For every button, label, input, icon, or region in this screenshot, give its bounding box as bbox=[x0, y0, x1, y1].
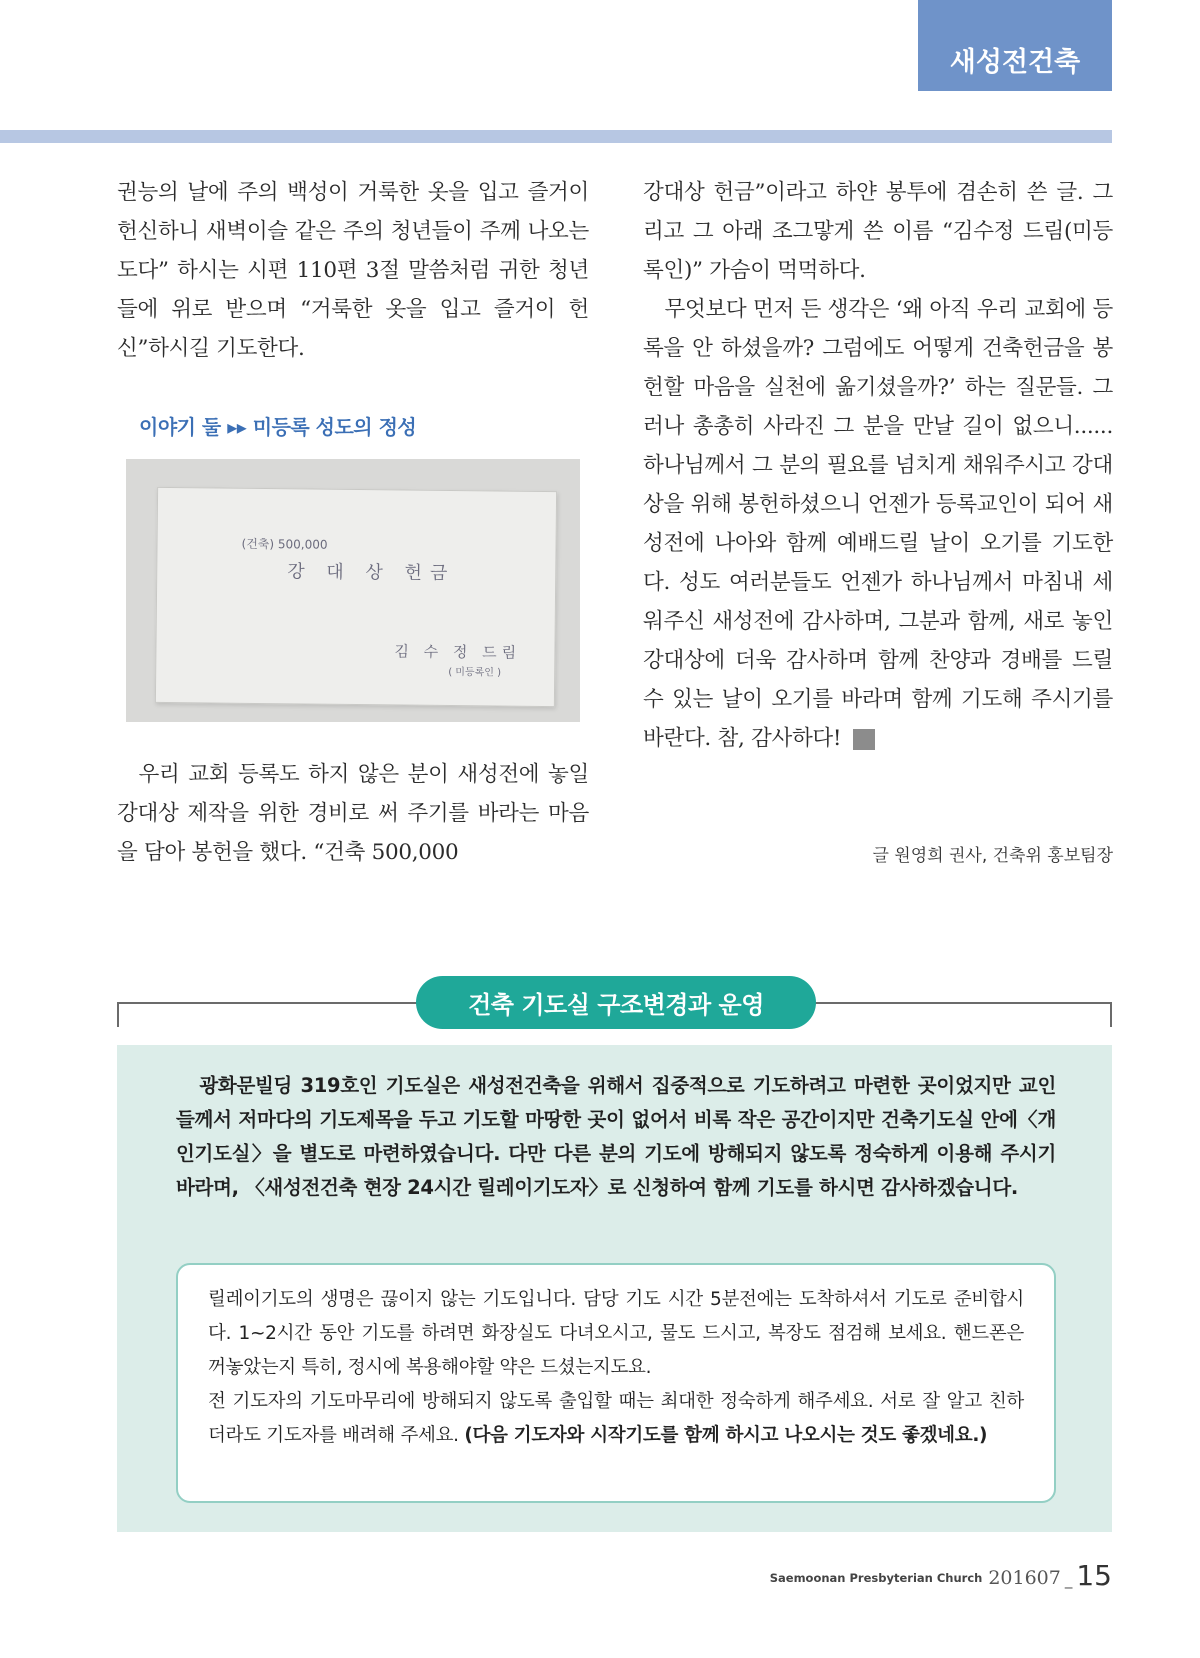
article-paragraph bbox=[643, 290, 1113, 758]
article-paragraph: 우리 교회 등록도 하지 않은 분이 새성전에 놓일 강대상 제작을 위한 경비로 써 주기를 바라는 마음을 담아 봉헌을 했다. “건축 500,000 bbox=[117, 762, 589, 865]
guideline-bold-text: (다음 기도자와 시작기도를 함께 하시고 나오시는 것도 좋겠네요.) bbox=[464, 1425, 988, 1446]
left-column-bottom bbox=[117, 755, 589, 872]
page-footer bbox=[770, 1561, 1112, 1591]
story-subheading: 이야기 둘 ▸▸ 미등록 성도의 정성 bbox=[139, 415, 417, 439]
handwriting-note: ( 미등록인 ) bbox=[448, 666, 502, 679]
page-number: 15 bbox=[1076, 1559, 1112, 1592]
handwriting-amount: (건축) 500,000 bbox=[241, 536, 328, 552]
envelope bbox=[155, 487, 557, 707]
header-divider-bar bbox=[0, 130, 1112, 143]
guideline-paragraph: 릴레이기도의 생명은 끊이지 않는 기도입니다. 담당 기도 시간 5분전에는 도착하셔서 기도로 준비합시다. 1~2시간 동안 기도를 하려면 화장실도 다녀오시고, 물도 드시고, 복장도 점검해 보세요. 핸드폰은 꺼놓았는지 특히, 정시에 복용해야할 약은 드셨는지도요. bbox=[208, 1289, 1024, 1378]
footer-separator: _ bbox=[1064, 1571, 1073, 1589]
section-tab: 새성전건축 bbox=[918, 0, 1112, 91]
guideline-text: 전 기도자의 기도마무리에 방해되지 않도록 출입할 때는 최대한 정숙하게 해주세요. 서로 잘 알고 친하더라도 기도자를 배려해 주세요. bbox=[208, 1391, 1024, 1446]
guideline-paragraph bbox=[208, 1385, 1024, 1453]
envelope-photo bbox=[126, 459, 580, 722]
relay-prayer-guidelines bbox=[176, 1263, 1056, 1503]
handwriting-purpose: 강 대 상 헌금 bbox=[287, 561, 456, 585]
notice-box-title: 건축 기도실 구조변경과 운영 bbox=[416, 976, 816, 1029]
notice-box-body: 광화문빌딩 319호인 기도실은 새성전건축을 위해서 집중적으로 기도하려고 마련한 곳이었지만 교인들께서 저마다의 기도제목을 두고 기도할 마땅한 곳이 없어서 비록 작은 공간이지만 건축기도실 안에〈개인기도실〉을 별도로 마련하였습니다. 다만 다른 분의 기도에 방해되지 않도록 정숙하게 이용해 주시기 바라며, 〈새성전건축 현장 24시간 릴레이기도자〉로 신청하여 함께 기도를 하시면 감사하겠습니다. bbox=[176, 1074, 1056, 1199]
article-paragraph: 강대상 헌금”이라고 하얀 봉투에 겸손히 쓴 글. 그리고 그 아래 조그맣게 쓴 이름 “김수정 드림(미등록인)” 가슴이 먹먹하다. bbox=[643, 180, 1113, 283]
article-byline: 글 원영희 권사, 건축위 홍보팀장 bbox=[872, 846, 1113, 866]
article-paragraph: 권능의 날에 주의 백성이 거룩한 옷을 입고 즐거이 헌신하니 새벽이슬 같은 주의 청년들이 주께 나오는도다” 하시는 시편 110편 3절 말씀처럼 귀한 청년들에 위로 받으며 “거룩한 옷을 입고 즐거이 헌신”하시길 기도한다. bbox=[117, 180, 589, 361]
end-mark-icon: 새 bbox=[853, 729, 875, 750]
handwriting-name: 김 수 정 드림 bbox=[394, 642, 522, 662]
footer-issue: 201607 bbox=[988, 1567, 1061, 1589]
right-column bbox=[643, 173, 1113, 758]
footer-church-name: Saemoonan Presbyterian Church bbox=[769, 1571, 983, 1585]
article-paragraph-text: 무엇보다 먼저 든 생각은 ‘왜 아직 우리 교회에 등록을 안 하셨을까? 그럼에도 어떻게 건축헌금을 봉헌할 마음을 실천에 옮기셨을까?’ 하는 질문들. 그러나 총총히 사라진 그 분을 만날 길이 없으니...... 하나님께서 그 분의 필요를 넘치게 채워주시고 강대상을 위해 봉헌하셨으니 언젠가 등록교인이 되어 새성전에 나아와 함께 예배드릴 날이 오기를 기도한다. 성도 여러분들도 언젠가 하나님께서 마침내 세워주신 새성전에 감사하며, 그분과 함께, 새로 놓인 강대상에 더욱 감사하며 함께 찬양과 경배를 드릴 수 있는 날이 오기를 바라며 함께 기도해 주시기를 바란다. 참, 감사하다! bbox=[643, 297, 1113, 751]
left-column-top bbox=[117, 173, 589, 368]
